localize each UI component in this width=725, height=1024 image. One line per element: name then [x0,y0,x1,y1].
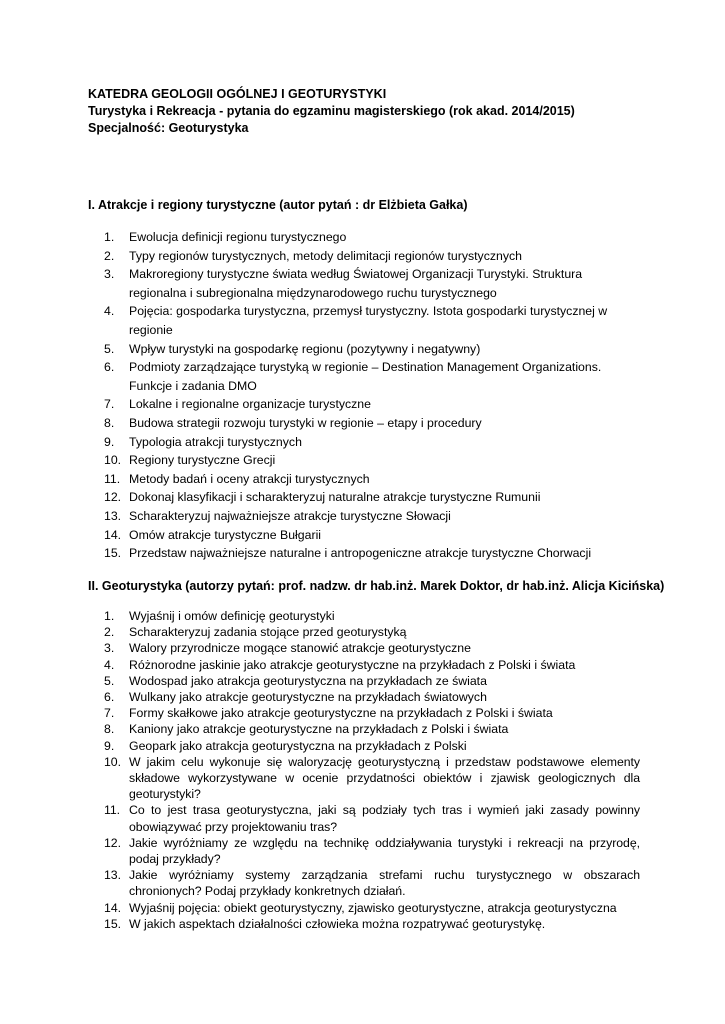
question-number: 10. [104,453,122,468]
question-text: Wyjaśnij pojęcia: obiekt geoturystyczny, zjawisko geoturystyczne, atrakcja geoturystyczna [129,900,617,915]
question-number: 14. [104,900,122,915]
question-item [88,526,640,545]
question-text: Ewolucja definicji regionu turystycznego [129,230,347,244]
question-item [88,624,640,640]
question-item [88,705,640,721]
question-text: Jakie wyróżniamy ze względu na technikę oddziaływania turystyki i rekreacji na przyrodę, podaj przykłady? [129,835,640,867]
question-text: Makroregiony turystyczne świata według Światowej Organizacji Turystyki. Struktura regionalna i subregionalna międzynarodowego ruchu turystycznego [129,267,583,300]
question-number: 8. [104,415,115,430]
question-item [88,433,640,452]
document-header [88,86,648,137]
question-number: 2. [104,248,115,263]
question-text: Pojęcia: gospodarka turystyczna, przemysł turystyczny. Istota gospodarki turystycznej w regionie [129,304,608,337]
section-2-title: II. Geoturystyka (autorzy pytań: prof. nadzw. dr hab.inż. Marek Doktor, dr hab.inż. Alicja Kicińska) [88,579,665,593]
question-text: Wulkany jako atrakcje geoturystyczne na przykładach światowych [129,690,487,705]
question-number: 7. [104,397,115,412]
question-number: 12. [104,490,122,505]
question-number: 1. [104,230,115,244]
question-text: Wpływ turystyki na gospodarkę regionu (pozytywny i negatywny) [129,341,481,356]
question-item [88,835,640,867]
question-number: 15. [104,916,122,931]
question-item [88,228,640,247]
question-number: 10. [104,754,121,769]
question-text: Różnorodne jaskinie jako atrakcje geoturystyczne na przykładach z Polski i świata [129,657,576,672]
question-text: Budowa strategii rozwoju turystyki w regionie – etapy i procedury [129,415,482,430]
question-text: Kaniony jako atrakcje geoturystyczne na przykładach z Polski i świata [129,722,509,737]
question-item [88,721,640,737]
question-item [88,657,640,673]
question-number: 9. [104,738,115,753]
question-text: Podmioty zarządzające turystyką w regionie – Destination Management Organizations. Funkcje i zadania DMO [129,360,602,393]
question-number: 5. [104,341,115,356]
question-number: 7. [104,706,115,721]
question-item [88,414,640,433]
question-number: 9. [104,434,115,449]
question-text: Formy skałkowe jako atrakcje geoturystyczne na przykładach z Polski i świata [129,706,553,721]
question-item [88,673,640,689]
question-item [88,470,640,489]
question-item [88,340,640,359]
question-text: Lokalne i regionalne organizacje turystyczne [129,397,371,412]
question-item [88,358,640,395]
question-item [88,247,640,266]
question-number: 8. [104,722,115,737]
question-number: 1. [104,609,115,623]
question-number: 6. [104,360,115,375]
question-number: 15. [104,546,122,561]
question-item [88,395,640,414]
question-number: 12. [104,835,121,850]
question-text: Przedstaw najważniejsze naturalne i antropogeniczne atrakcje turystyczne Chorwacji [129,546,592,561]
question-text: Metody badań i oceny atrakcji turystycznych [129,471,370,486]
question-item [88,488,640,507]
question-text: Wodospad jako atrakcja geoturystyczna na przykładach ze świata [129,673,487,688]
section-1-title: I. Atrakcje i regiony turystyczne (autor pytań : dr Elżbieta Gałka) [88,198,468,212]
question-text: Scharakteryzuj najważniejsze atrakcje turystyczne Słowacji [129,508,451,523]
question-text: Scharakteryzuj zadania stojące przed geoturystyką [129,625,407,640]
question-number: 11. [104,471,121,486]
question-item [88,738,640,754]
question-text: Typologia atrakcji turystycznych [129,434,302,449]
question-number: 2. [104,625,115,640]
question-item [88,608,640,624]
question-item [88,265,640,302]
question-number: 5. [104,673,115,688]
question-number: 14. [104,527,122,542]
question-item [88,507,640,526]
question-text: Jakie wyróżniamy systemy zarządzania strefami ruchu turystycznego w obszarach chronionych? Podaj przykłady konkretnych działań. [129,868,640,899]
question-text: W jakich aspektach działalności człowieka można rozpatrywać geoturystykę. [129,916,546,931]
section-1-question-list [88,228,640,563]
question-item [88,867,640,899]
question-text: Co to jest trasa geoturystyczna, jaki są podziały tych tras i wymień jaki zasady powinny obowiązywać przy projektowaniu tras? [129,803,640,834]
question-item [88,689,640,705]
question-text: Walory przyrodnicze mogące stanowić atrakcje geoturystyczne [129,641,471,656]
question-item [88,802,640,834]
question-item [88,754,640,803]
question-item [88,302,640,339]
question-number: 4. [104,304,115,319]
question-number: 13. [104,868,121,883]
section-2-question-list [88,608,640,932]
question-number: 3. [104,267,115,282]
question-number: 11. [104,803,121,818]
specialization: Specjalność: Geoturystyka [88,121,249,135]
question-number: 3. [104,641,115,656]
question-item [88,640,640,656]
question-number: 4. [104,657,115,672]
question-item [88,544,640,563]
question-text: Typy regionów turystycznych, metody delimitacji regionów turystycznych [129,248,522,263]
question-text: Regiony turystyczne Grecji [129,453,276,468]
question-text: W jakim celu wykonuje się waloryzację geoturystyczną i przedstaw podstawowe elementy składowe wykorzystywane w ocenie przydatności obiektów i zjawisk geologicznych dla geoturystyki? [129,754,640,802]
question-text: Dokonaj klasyfikacji i scharakteryzuj naturalne atrakcje turystyczne Rumunii [129,490,541,505]
question-number: 6. [104,690,115,705]
department-name: KATEDRA GEOLOGII OGÓLNEJ I GEOTURYSTYKI [88,87,387,101]
question-item [88,451,640,470]
exam-title: Turystyka i Rekreacja - pytania do egzaminu magisterskiego (rok akad. 2014/2015) [88,104,575,118]
question-item [88,916,640,932]
question-text: Wyjaśnij i omów definicję geoturystyki [129,609,335,623]
question-number: 13. [104,508,122,523]
question-text: Omów atrakcje turystyczne Bułgarii [129,527,322,542]
question-text: Geopark jako atrakcja geoturystyczna na przykładach z Polski [129,738,467,753]
question-item [88,900,640,916]
